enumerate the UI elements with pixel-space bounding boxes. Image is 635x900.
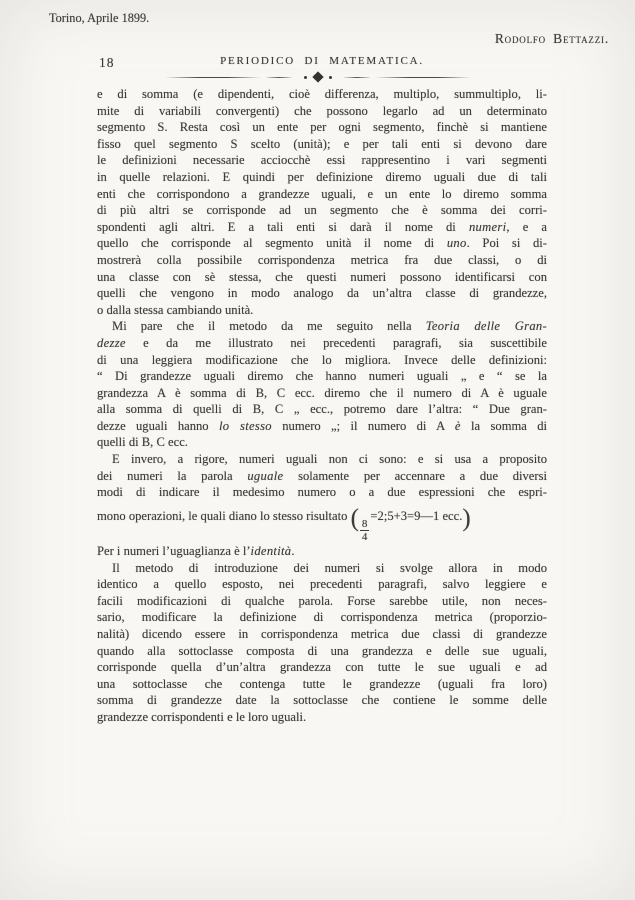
text-line: mite di variabili convergenti) che possono legarlo ad un determinato [97,103,547,118]
text-line: enti che corrispondono a grandezze uguali, e un ente lo diremo somma [97,186,547,201]
page-number: 18 [99,55,115,70]
text-line: quando alla sottoclasse composta di una grandezza e delle sue uguali, [97,643,547,658]
big-paren-close: ) [462,504,471,532]
text-line: corrisponde quella d’un’altra grandezza con tutte le sue uguali e ad [97,660,547,675]
text-line: una sottoclasse che contenga tutte le grandezze (uguali fra loro) [97,676,547,691]
paragraph [97,451,547,543]
divider-dot-right [329,76,332,79]
text-line: segmento S. Resta così un ente per ogni segmento, finchè si mantiene [97,120,547,135]
text-line: in quelle relazioni. E quindi per definizione diremo uguali due di tali [97,169,547,184]
divider-line-left [165,77,261,78]
page-body [97,86,547,726]
author-signature: Rodolfo Bettazzi. [494,31,609,46]
divider-dash-left [266,77,292,78]
text-line: dezze uguali hanno lo stesso numero „; il numero di A è la somma di [97,418,548,433]
text-line: alla somma di quelli di B, C „ ecc., potremo dare l’altra: “ Due gran- [97,402,547,417]
text-line: quello che corrisponde al segmento unità il nome di uno. Poi si di- [97,236,547,251]
section-divider [0,73,635,81]
paragraph [97,543,547,560]
text-line: Mi pare che il metodo da me seguito nella Teoria delle Gran- [112,319,548,334]
text-line: le definizioni necessarie acciocchè essi rappresentino i vari segmenti [97,153,547,168]
text-line: e di somma (e dipendenti, cioè differenza, multiplo, summultiplo, li- [97,87,547,101]
running-title: PERIODICO DI MATEMATICA. [220,55,424,67]
text-line: “ Di grandezze uguali diremo che hanno numeri uguali „ e “ se la [97,369,547,384]
diamond-icon [312,71,323,82]
text-line: grandezza A è somma di B, C ecc. diremo che il numero di A è uguale [97,385,547,400]
text-line: grandezze corrispondenti e le loro uguali. [97,709,307,724]
text-line: quelli che vengono in modo analogo da un’altra classe di grandezze, [97,286,547,301]
big-paren-open: ( [350,504,359,532]
text-line: sario, modificare la definizione di corrispondenza metrica (proporzio- [97,610,547,625]
text-line: nalità) dicendo essere in corrispondenza metrica due classi di grandezze [97,627,547,641]
text-line: dezze e da me illustrato nei precedenti paragrafi, sia suscettibile [97,335,547,350]
text-line: dei numeri la parola uguale solamente per accennare a due diversi [97,468,547,483]
text-line: di una leggiera modificazione che lo migliora. Invece delle definizioni: [97,352,547,367]
divider-dot-left [304,76,307,79]
text-line: quelli di B, C ecc. [97,435,188,450]
paragraph [97,560,547,726]
divider-line-right [375,77,471,78]
text-line: spondenti agli altri. E a tali enti si darà il nome di numeri, e a [97,219,548,234]
divider-dash-right [344,77,370,78]
text-line: mostrerà colla possibile corrispondenza metrica fra due classi, o di [97,252,547,267]
text-line: Per i numeri l’uguaglianza è l’identità. [97,544,295,559]
fraction: $\frac{8}{4}$ [361,517,368,543]
text-line: identico a quello esposto, nei precedenti paragrafi, salvo leggiere e [97,577,547,592]
paragraph [97,86,547,318]
text-line: mono operazioni, le quali diano lo stesso risultato ( $\frac{8}{4}$ =2;5+3=9—1 ecc.) [97,504,471,543]
text-line: una classe con sè stessa, che questi numeri possono identificarsi con [97,269,547,284]
text-line: E invero, a rigore, numeri uguali non ci sono: e si usa a proposito [112,452,547,467]
text-line: o dalla stessa cambiando unità. [97,302,254,317]
text-line: di più altri se corrisponde ad un segmento che è somma dei corri- [97,203,547,218]
text-line: facili modificazioni di qualche parola. Forse sarebbe utile, non neces- [97,593,547,608]
page-header [97,55,547,73]
text-line: modi di indicare il medesimo numero o a due espressioni che espri- [97,485,547,500]
text-line: fisso quel segmento S scelto (unità); e per tali enti si devono dare [97,136,547,151]
dateline: Torino, Aprile 1899. [49,11,150,25]
text-line: Il metodo di introduzione dei numeri si svolge allora in modo [112,560,547,575]
paragraph [97,318,547,451]
text-line: somma di grandezze date la sottoclasse che contiene le somme delle [97,693,547,708]
